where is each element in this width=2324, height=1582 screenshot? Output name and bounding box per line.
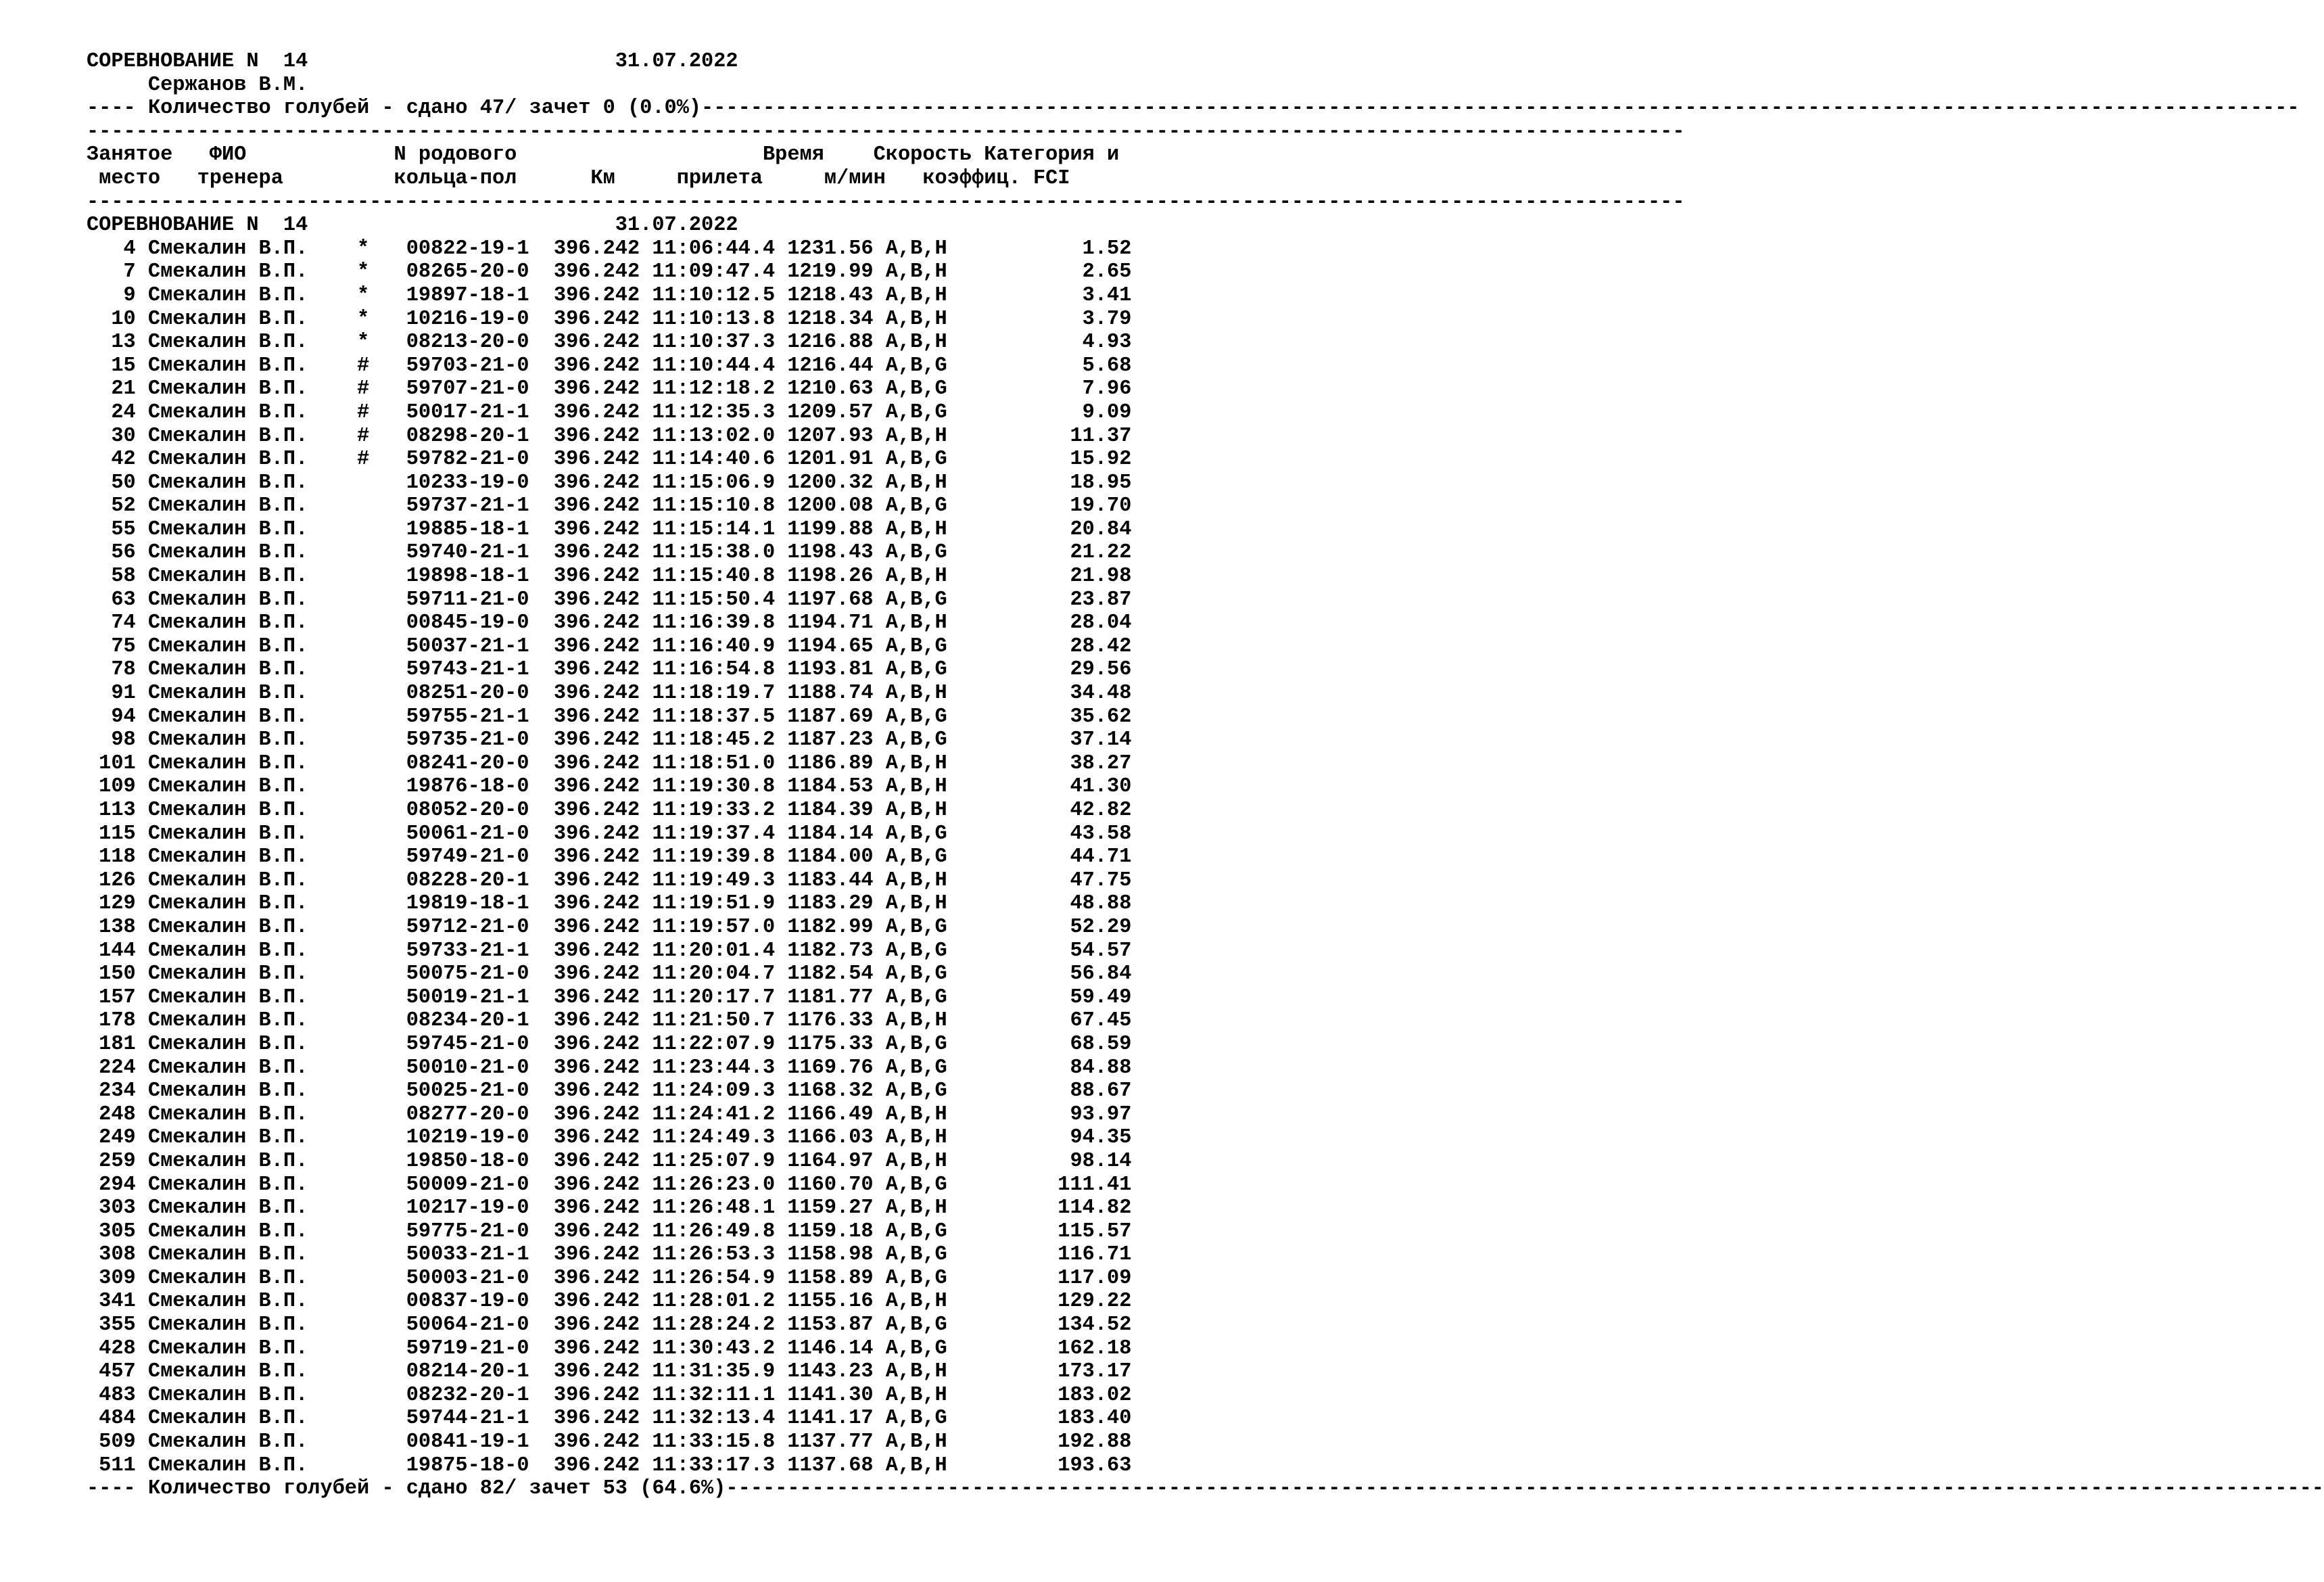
result-row: 144 Смекалин В.П. 59733-21-1 396.242 11:20:01.4 1182.73 A,B,G 54.57 xyxy=(87,939,1132,962)
result-row: 91 Смекалин В.П. 08251-20-0 396.242 11:18:19.7 1188.74 A,B,H 34.48 xyxy=(87,682,1132,705)
summary-top-line: ---- Количество голубей - сдано 47/ зачет 0 (0.0%)---------------------------------------------------------------------------------------------------------------------------------- xyxy=(87,97,2300,120)
result-row: 259 Смекалин В.П. 19850-18-0 396.242 11:25:07.9 1164.97 A,B,H 98.14 xyxy=(87,1149,1132,1173)
separator-line: ---------------------------------------------------------------------------------------------------------------------------------- xyxy=(87,190,1685,214)
result-row: 509 Смекалин В.П. 00841-19-1 396.242 11:33:15.8 1137.77 A,B,H 192.88 xyxy=(87,1430,1132,1454)
result-row: 483 Смекалин В.П. 08232-20-1 396.242 11:32:11.1 1141.30 A,B,H 183.02 xyxy=(87,1383,1132,1407)
result-row: 7 Смекалин В.П. * 08265-20-0 396.242 11:09:47.4 1219.99 A,B,H 2.65 xyxy=(87,260,1132,284)
result-row: 109 Смекалин В.П. 19876-18-0 396.242 11:19:30.8 1184.53 A,B,H 41.30 xyxy=(87,775,1132,799)
result-row: 13 Смекалин В.П. * 08213-20-0 396.242 11:10:37.3 1216.88 A,B,H 4.93 xyxy=(87,331,1132,354)
result-row: 42 Смекалин В.П. # 59782-21-0 396.242 11:14:40.6 1201.91 A,B,G 15.92 xyxy=(87,448,1132,471)
result-row: 178 Смекалин В.П. 08234-20-1 396.242 11:21:50.7 1176.33 A,B,H 67.45 xyxy=(87,1009,1132,1033)
result-row: 234 Смекалин В.П. 50025-21-0 396.242 11:24:09.3 1168.32 A,B,G 88.67 xyxy=(87,1079,1132,1103)
result-row: 511 Смекалин В.П. 19875-18-0 396.242 11:33:17.3 1137.68 A,B,H 193.63 xyxy=(87,1453,1132,1477)
result-row: 308 Смекалин В.П. 50033-21-1 396.242 11:26:53.3 1158.98 A,B,G 116.71 xyxy=(87,1243,1132,1267)
result-row: 341 Смекалин В.П. 00837-19-0 396.242 11:28:01.2 1155.16 A,B,H 129.22 xyxy=(87,1290,1132,1313)
result-row: 248 Смекалин В.П. 08277-20-0 396.242 11:24:41.2 1166.49 A,B,H 93.97 xyxy=(87,1102,1132,1126)
result-row: 9 Смекалин В.П. * 19897-18-1 396.242 11:10:12.5 1218.43 A,B,H 3.41 xyxy=(87,283,1132,307)
column-header-line-1: Занятое ФИО N родового Время Скорость Категория и xyxy=(87,143,1120,167)
result-row: 157 Смекалин В.П. 50019-21-1 396.242 11:20:17.7 1181.77 A,B,G 59.49 xyxy=(87,985,1132,1009)
result-row: 303 Смекалин В.П. 10217-19-0 396.242 11:26:48.1 1159.27 A,B,H 114.82 xyxy=(87,1196,1132,1220)
result-row: 10 Смекалин В.П. * 10216-19-0 396.242 11:10:13.8 1218.34 A,B,H 3.79 xyxy=(87,307,1132,331)
result-row: 484 Смекалин В.П. 59744-21-1 396.242 11:32:13.4 1141.17 A,B,G 183.40 xyxy=(87,1407,1132,1430)
section-title-line: СОРЕВНОВАНИЕ N 14 31.07.2022 xyxy=(87,214,738,237)
result-row: 249 Смекалин В.П. 10219-19-0 396.242 11:24:49.3 1166.03 A,B,H 94.35 xyxy=(87,1126,1132,1150)
result-row: 78 Смекалин В.П. 59743-21-1 396.242 11:16:54.8 1193.81 A,B,G 29.56 xyxy=(87,658,1132,682)
result-row: 75 Смекалин В.П. 50037-21-1 396.242 11:16:40.9 1194.65 A,B,G 28.42 xyxy=(87,634,1132,658)
result-row: 63 Смекалин В.П. 59711-21-0 396.242 11:15:50.4 1197.68 A,B,G 23.87 xyxy=(87,588,1132,611)
result-row: 428 Смекалин В.П. 59719-21-0 396.242 11:30:43.2 1146.14 A,B,G 162.18 xyxy=(87,1336,1132,1360)
result-row: 355 Смекалин В.П. 50064-21-0 396.242 11:28:24.2 1153.87 A,B,G 134.52 xyxy=(87,1313,1132,1337)
result-row: 115 Смекалин В.П. 50061-21-0 396.242 11:19:37.4 1184.14 A,B,G 43.58 xyxy=(87,822,1132,845)
column-header-line-2: место тренера кольца-пол Км прилета м/мин коэффиц. FCI xyxy=(87,166,1070,190)
result-row: 50 Смекалин В.П. 10233-19-0 396.242 11:15:06.9 1200.32 A,B,H 18.95 xyxy=(87,471,1132,494)
result-row: 294 Смекалин В.П. 50009-21-0 396.242 11:26:23.0 1160.70 A,B,G 111.41 xyxy=(87,1173,1132,1196)
result-row: 98 Смекалин В.П. 59735-21-0 396.242 11:18:45.2 1187.23 A,B,G 37.14 xyxy=(87,728,1132,752)
result-row: 24 Смекалин В.П. # 50017-21-1 396.242 11:12:35.3 1209.57 A,B,G 9.09 xyxy=(87,400,1132,424)
result-row: 126 Смекалин В.П. 08228-20-1 396.242 11:19:49.3 1183.44 A,B,H 47.75 xyxy=(87,868,1132,892)
result-row: 309 Смекалин В.П. 50003-21-0 396.242 11:26:54.9 1158.89 A,B,G 117.09 xyxy=(87,1266,1132,1290)
result-row: 118 Смекалин В.П. 59749-21-0 396.242 11:19:39.8 1184.00 A,B,G 44.71 xyxy=(87,845,1132,869)
result-row: 21 Смекалин В.П. # 59707-21-0 396.242 11:12:18.2 1210.63 A,B,G 7.96 xyxy=(87,377,1132,401)
summary-bottom-line: ---- Количество голубей - сдано 82/ зачет 53 (64.6%)---------------------------------------------------------------------------------------------------------------------------------- xyxy=(87,1477,2324,1501)
result-row: 30 Смекалин В.П. # 08298-20-1 396.242 11:13:02.0 1207.93 A,B,H 11.37 xyxy=(87,424,1132,448)
separator-line: ---------------------------------------------------------------------------------------------------------------------------------- xyxy=(87,120,1685,143)
result-row: 55 Смекалин В.П. 19885-18-1 396.242 11:15:14.1 1199.88 A,B,H 20.84 xyxy=(87,517,1132,541)
result-row: 224 Смекалин В.П. 50010-21-0 396.242 11:23:44.3 1169.76 A,B,G 84.88 xyxy=(87,1056,1132,1079)
result-row: 138 Смекалин В.П. 59712-21-0 396.242 11:19:57.0 1182.99 A,B,G 52.29 xyxy=(87,915,1132,939)
result-row: 74 Смекалин В.П. 00845-19-0 396.242 11:16:39.8 1194.71 A,B,H 28.04 xyxy=(87,611,1132,635)
result-row: 129 Смекалин В.П. 19819-18-1 396.242 11:19:51.9 1183.29 A,B,H 48.88 xyxy=(87,892,1132,916)
result-row: 181 Смекалин В.П. 59745-21-0 396.242 11:22:07.9 1175.33 A,B,G 68.59 xyxy=(87,1032,1132,1056)
results-report xyxy=(87,50,2324,1501)
result-row: 101 Смекалин В.П. 08241-20-0 396.242 11:18:51.0 1186.89 A,B,H 38.27 xyxy=(87,751,1132,775)
result-row: 58 Смекалин В.П. 19898-18-1 396.242 11:15:40.8 1198.26 A,B,H 21.98 xyxy=(87,565,1132,588)
result-row: 457 Смекалин В.П. 08214-20-1 396.242 11:31:35.9 1143.23 A,B,H 173.17 xyxy=(87,1360,1132,1384)
result-row: 4 Смекалин В.П. * 00822-19-1 396.242 11:06:44.4 1231.56 A,B,H 1.52 xyxy=(87,237,1132,260)
result-row: 15 Смекалин В.П. # 59703-21-0 396.242 11:10:44.4 1216.44 A,B,G 5.68 xyxy=(87,354,1132,377)
result-row: 113 Смекалин В.П. 08052-20-0 396.242 11:19:33.2 1184.39 A,B,H 42.82 xyxy=(87,799,1132,822)
result-row: 305 Смекалин В.П. 59775-21-0 396.242 11:26:49.8 1159.18 A,B,G 115.57 xyxy=(87,1219,1132,1243)
trainer-name-line: Сержанов В.М. xyxy=(87,73,308,97)
result-row: 94 Смекалин В.П. 59755-21-1 396.242 11:18:37.5 1187.69 A,B,G 35.62 xyxy=(87,705,1132,728)
report-title-line: СОРЕВНОВАНИЕ N 14 31.07.2022 xyxy=(87,50,738,73)
result-row: 150 Смекалин В.П. 50075-21-0 396.242 11:20:04.7 1182.54 A,B,G 56.84 xyxy=(87,962,1132,986)
result-row: 56 Смекалин В.П. 59740-21-1 396.242 11:15:38.0 1198.43 A,B,G 21.22 xyxy=(87,541,1132,565)
result-row: 52 Смекалин В.П. 59737-21-1 396.242 11:15:10.8 1200.08 A,B,G 19.70 xyxy=(87,494,1132,518)
